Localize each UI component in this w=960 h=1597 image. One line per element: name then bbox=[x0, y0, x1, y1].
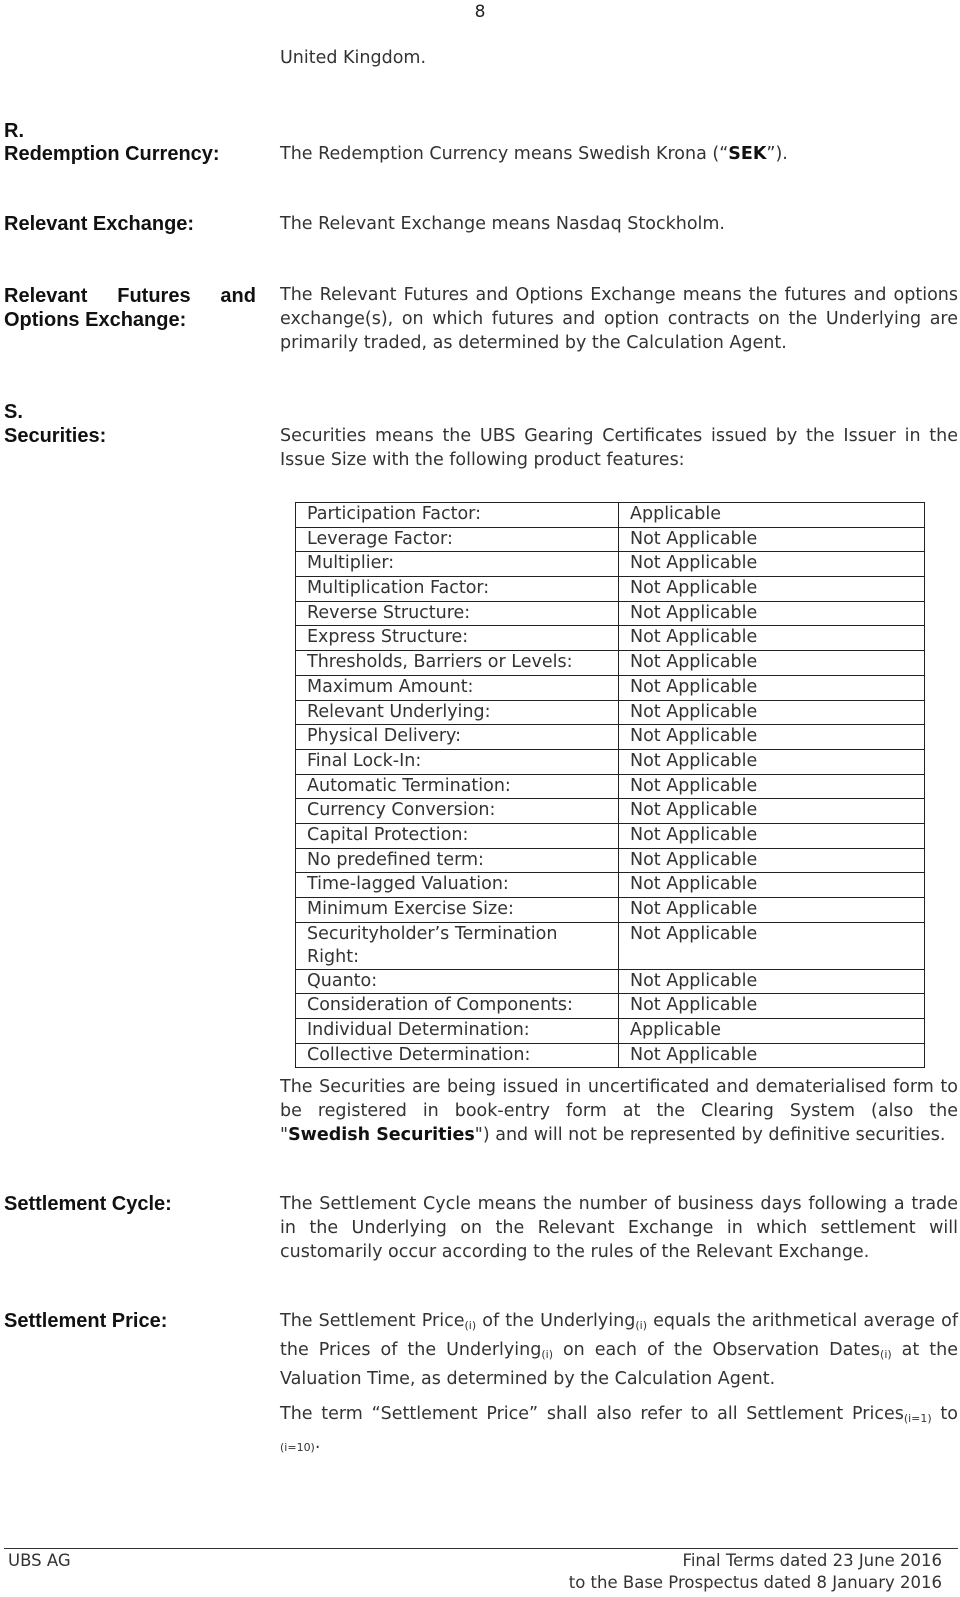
table-row bbox=[296, 626, 925, 651]
feature-value: Applicable bbox=[619, 1019, 925, 1044]
feature-label: Capital Protection: bbox=[296, 823, 619, 848]
feature-label: Multiplication Factor: bbox=[296, 577, 619, 602]
section-letter-s: S. bbox=[4, 401, 23, 423]
feature-value: Not Applicable bbox=[619, 577, 925, 602]
feature-label: Maximum Amount: bbox=[296, 675, 619, 700]
feature-value: Not Applicable bbox=[619, 626, 925, 651]
term-redemption-currency: Redemption Currency: bbox=[4, 143, 220, 165]
intro-text: United Kingdom. bbox=[280, 48, 427, 68]
feature-value: Not Applicable bbox=[619, 651, 925, 676]
table-row bbox=[296, 601, 925, 626]
footer-final-terms: Final Terms dated 23 June 2016 bbox=[682, 1551, 942, 1570]
feature-value: Not Applicable bbox=[619, 774, 925, 799]
feature-value: Not Applicable bbox=[619, 601, 925, 626]
feature-value: Not Applicable bbox=[619, 725, 925, 750]
def-relevant-exchange: The Relevant Exchange means Nasdaq Stockholm. bbox=[280, 214, 725, 234]
feature-value: Not Applicable bbox=[619, 675, 925, 700]
feature-value: Applicable bbox=[619, 503, 925, 528]
def-redemption-currency: The Redemption Currency means Swedish Krona (“SEK”). bbox=[280, 144, 788, 164]
table-row bbox=[296, 994, 925, 1019]
feature-value: Not Applicable bbox=[619, 799, 925, 824]
def-securities: Securities means the UBS Gearing Certificates issued by the Issuer in the Issue Size with the following product features: bbox=[280, 426, 958, 470]
feature-label: Express Structure: bbox=[296, 626, 619, 651]
feature-label: Leverage Factor: bbox=[296, 527, 619, 552]
feature-label: Reverse Structure: bbox=[296, 601, 619, 626]
feature-value: Not Applicable bbox=[619, 1043, 925, 1068]
feature-value: Not Applicable bbox=[619, 873, 925, 898]
table-row bbox=[296, 922, 925, 969]
def-relevant-futures-options-exchange: The Relevant Futures and Options Exchange means the futures and options exchange(s), on which futures and option contracts on the Underlying are primarily traded, as determined by the Calculation Agent. bbox=[280, 285, 958, 353]
settlement-price-term-note: The term “Settlement Price” shall also refer to all Settlement Prices$_{(i=1)}$ to $_{(i=10)}$. bbox=[280, 1404, 958, 1454]
table-row bbox=[296, 898, 925, 923]
term-securities: Securities: bbox=[4, 425, 107, 447]
table-row bbox=[296, 503, 925, 528]
feature-label: Relevant Underlying: bbox=[296, 700, 619, 725]
table-row bbox=[296, 651, 925, 676]
feature-label: Individual Determination: bbox=[296, 1019, 619, 1044]
footer-base-prospectus: to the Base Prospectus dated 8 January 2016 bbox=[568, 1573, 942, 1592]
feature-label: Quanto: bbox=[296, 969, 619, 994]
feature-label: Multiplier: bbox=[296, 552, 619, 577]
feature-label: Securityholder’s Termination Right: bbox=[296, 922, 619, 969]
table-row bbox=[296, 969, 925, 994]
feature-value: Not Applicable bbox=[619, 994, 925, 1019]
table-row bbox=[296, 1019, 925, 1044]
term-settlement-price: Settlement Price: bbox=[4, 1310, 168, 1332]
term-relevant-futures-options-exchange: Relevant Futures and Options Exchange: bbox=[4, 285, 256, 331]
footer-issuer: UBS AG bbox=[8, 1551, 71, 1570]
product-features-table bbox=[295, 502, 925, 1068]
feature-value: Not Applicable bbox=[619, 749, 925, 774]
term-relevant-exchange: Relevant Exchange: bbox=[4, 213, 195, 235]
feature-value: Not Applicable bbox=[619, 552, 925, 577]
feature-label: Thresholds, Barriers or Levels: bbox=[296, 651, 619, 676]
feature-label: Final Lock-In: bbox=[296, 749, 619, 774]
feature-label: Consideration of Components: bbox=[296, 994, 619, 1019]
feature-value: Not Applicable bbox=[619, 823, 925, 848]
feature-value: Not Applicable bbox=[619, 700, 925, 725]
feature-label: Minimum Exercise Size: bbox=[296, 898, 619, 923]
table-row bbox=[296, 848, 925, 873]
table-row bbox=[296, 675, 925, 700]
feature-value: Not Applicable bbox=[619, 527, 925, 552]
feature-value: Not Applicable bbox=[619, 969, 925, 994]
table-row bbox=[296, 774, 925, 799]
table-row bbox=[296, 823, 925, 848]
table-row bbox=[296, 799, 925, 824]
table-row bbox=[296, 1043, 925, 1068]
table-row bbox=[296, 700, 925, 725]
section-letter-r: R. bbox=[4, 120, 24, 142]
currency-code: SEK bbox=[728, 144, 767, 164]
feature-label: Physical Delivery: bbox=[296, 725, 619, 750]
feature-value: Not Applicable bbox=[619, 898, 925, 923]
term-settlement-cycle: Settlement Cycle: bbox=[4, 1193, 172, 1215]
table-row bbox=[296, 749, 925, 774]
def-settlement-cycle: The Settlement Cycle means the number of business days following a trade in the Underlying on the Relevant Exchange in which settlement will customarily occur according to the rules of the Relevant Exchange. bbox=[280, 1194, 958, 1262]
feature-value: Not Applicable bbox=[619, 848, 925, 873]
feature-label: Automatic Termination: bbox=[296, 774, 619, 799]
table-row bbox=[296, 577, 925, 602]
table-row bbox=[296, 873, 925, 898]
table-row bbox=[296, 725, 925, 750]
table-row bbox=[296, 552, 925, 577]
feature-value: Not Applicable bbox=[619, 922, 925, 969]
feature-label: Time-lagged Valuation: bbox=[296, 873, 619, 898]
footer-divider bbox=[4, 1548, 958, 1549]
feature-label: Participation Factor: bbox=[296, 503, 619, 528]
page-number: 8 bbox=[474, 2, 486, 22]
feature-label: No predefined term: bbox=[296, 848, 619, 873]
securities-form-text: The Securities are being issued in uncertificated and dematerialised form to be registered in book-entry form at the Clearing System (also the "Swedish Securities") and will not be represented by definitive securities. bbox=[280, 1077, 958, 1145]
table-row bbox=[296, 527, 925, 552]
feature-label: Currency Conversion: bbox=[296, 799, 619, 824]
def-settlement-price: The Settlement Price$_{(i)}$ of the Underlying$_{(i)}$ equals the arithmetical average of the Prices of the Underlying$_{(i)}$ on each of the Observation Dates$_{(i)}$ at the Valuation Time, as determined by the Calculation Agent. bbox=[280, 1311, 958, 1389]
swedish-securities-term: Swedish Securities bbox=[288, 1125, 475, 1145]
feature-label: Collective Determination: bbox=[296, 1043, 619, 1068]
